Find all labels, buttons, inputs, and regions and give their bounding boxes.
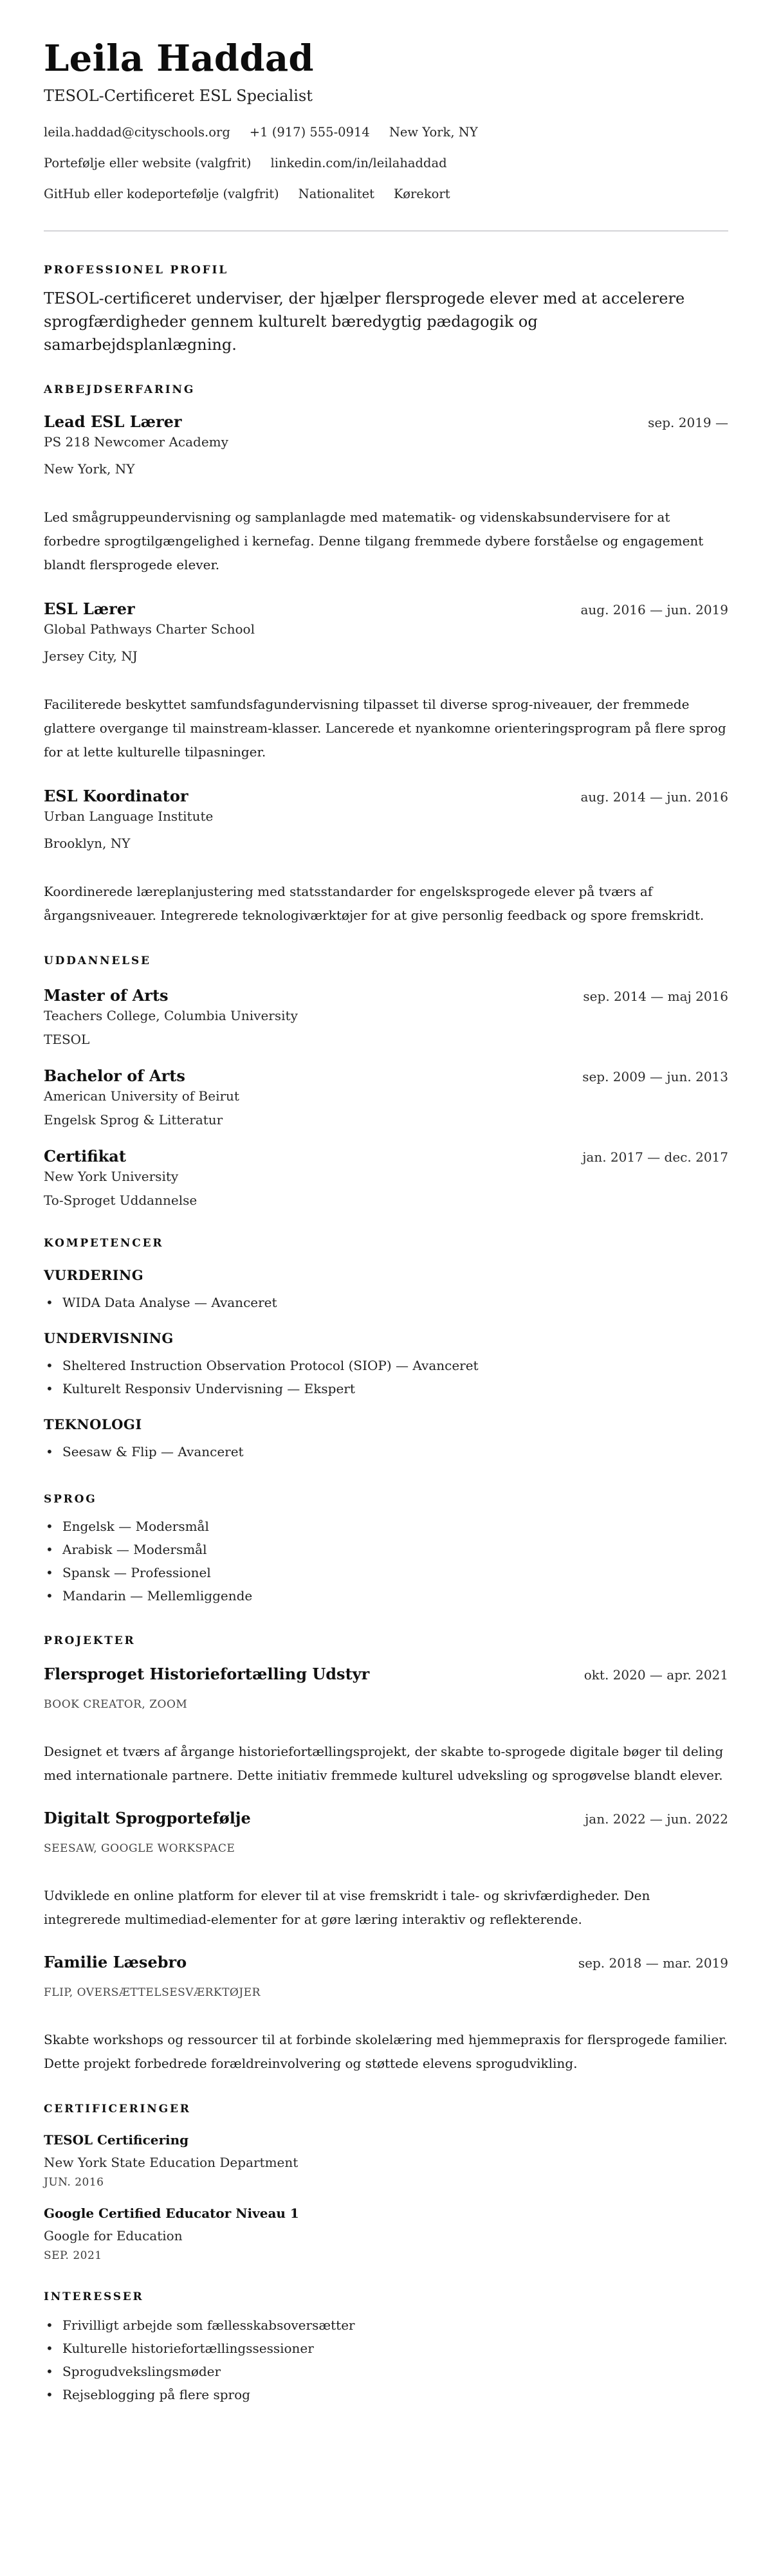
section-interests	[44, 2289, 728, 2406]
language-item: • Spansk — Professionel	[44, 1561, 728, 1584]
degree-title: Certifikat	[44, 1147, 126, 1165]
contact-row-links	[44, 154, 728, 172]
certification-issuer: New York State Education Department	[44, 2155, 299, 2170]
skill-item: • WIDA Data Analyse — Avanceret	[44, 1291, 728, 1314]
project-entry	[44, 1664, 728, 1787]
bullet-icon: •	[46, 1358, 53, 1373]
experience-entry	[44, 412, 728, 577]
section-heading-languages: SPROG	[44, 1493, 97, 1506]
contact-nationality: Nationalitet	[298, 187, 375, 201]
interest-item: • Kulturelle historiefortællingssessioner	[44, 2337, 728, 2360]
job-description: Led smågruppeundervisning og samplanlagde med matematik- og videnskabsundervisere for at forbedre sprogtilgængelighed i kernefag. Denne tilgang fremmede dybere forståelse og engagement blandt flersprogede elever.	[44, 509, 704, 572]
skill-group	[44, 1266, 728, 1314]
section-heading-profile: PROFESSIONEL PROFIL	[44, 264, 228, 277]
section-heading-certifications: CERTIFICERINGER	[44, 2103, 191, 2115]
language-item: • Arabisk — Modersmål	[44, 1538, 728, 1561]
skill-item: • Sheltered Instruction Observation Protocol (SIOP) — Avanceret	[44, 1354, 728, 1377]
bullet-icon: •	[46, 1519, 53, 1534]
contact-portfolio[interactable]: Portefølje eller website (valgfrit)	[44, 156, 252, 170]
school-name: Teachers College, Columbia University	[44, 1008, 298, 1023]
language-list	[44, 1515, 728, 1607]
certification-date: JUN. 2016	[44, 2176, 104, 2189]
certification-issuer: Google for Education	[44, 2228, 183, 2243]
degree-dates: sep. 2014 — maj 2016	[583, 989, 728, 1004]
certification-date: SEP. 2021	[44, 2249, 102, 2262]
project-tech: FLIP, OVERSÆTTELSESVÆRKTØJER	[44, 1986, 261, 1999]
bullet-icon: •	[46, 1565, 53, 1580]
section-experience	[44, 382, 728, 927]
job-dates: aug. 2016 — jun. 2019	[580, 602, 728, 617]
section-heading-experience: ARBEJDSERFARING	[44, 383, 196, 396]
project-description: Designet et tværs af årgange historiefortællingsprojekt, der skabte to-sprogede digitale bøger til deling med internationale partnere. Dette initiativ fremmede kulturel udveksling og sprogøvelse blandt elever.	[44, 1744, 724, 1783]
job-description: Koordinerede læreplanjustering med statsstandarder for engelsksprogede elever på tværs af årgangsniveauer. Integrerede teknologiværktøjer for at give personlig feedback og spore fremskridt.	[44, 884, 704, 923]
skill-list	[44, 1440, 728, 1463]
project-entry	[44, 1952, 728, 2076]
education-entry	[44, 985, 728, 1049]
language-item: • Mandarin — Mellemliggende	[44, 1584, 728, 1607]
job-title: ESL Lærer	[44, 599, 135, 618]
profile-summary: TESOL-certificeret underviser, der hjælper flersprogede elever med at accelerere sprogfærdigheder gennem kulturelt bæredygtig pædagogik og samarbejdsplanlægning.	[44, 289, 685, 354]
bullet-icon: •	[46, 1542, 53, 1557]
bullet-icon: •	[46, 1588, 53, 1603]
bullet-icon: •	[46, 2387, 53, 2402]
project-tech: BOOK CREATOR, ZOOM	[44, 1698, 188, 1711]
candidate-name: Leila Haddad	[44, 37, 314, 80]
interest-item: • Rejseblogging på flere sprog	[44, 2383, 728, 2406]
project-dates: okt. 2020 — apr. 2021	[584, 1667, 728, 1683]
job-location: New York, NY	[44, 461, 135, 477]
resume-header	[44, 36, 728, 232]
degree-dates: jan. 2017 — dec. 2017	[582, 1149, 728, 1165]
job-location: Brooklyn, NY	[44, 836, 131, 851]
project-entry	[44, 1808, 728, 1932]
skill-group-title: UNDERVISNING	[44, 1330, 174, 1346]
section-education	[44, 953, 728, 1210]
education-entry	[44, 1146, 728, 1210]
interest-item: • Frivilligt arbejde som fællesskabsoversætter	[44, 2314, 728, 2337]
project-dates: jan. 2022 — jun. 2022	[585, 1811, 728, 1827]
section-heading-skills: KOMPETENCER	[44, 1237, 164, 1250]
certification-entry	[44, 2131, 728, 2190]
job-employer: PS 218 Newcomer Academy	[44, 434, 228, 450]
field-of-study: To-Sproget Uddannelse	[44, 1192, 198, 1208]
skill-group	[44, 1416, 728, 1463]
contact-drivers-license: Kørekort	[394, 187, 450, 201]
job-title: Lead ESL Lærer	[44, 412, 182, 431]
contact-github[interactable]: GitHub eller kodeportefølje (valgfrit)	[44, 187, 279, 201]
degree-title: Master of Arts	[44, 986, 169, 1005]
job-employer: Urban Language Institute	[44, 808, 214, 824]
degree-dates: sep. 2009 — jun. 2013	[582, 1069, 728, 1084]
section-heading-education: UDDANNELSE	[44, 955, 151, 967]
job-dates: sep. 2019 —	[648, 415, 728, 430]
contact-row-primary	[44, 123, 728, 142]
bullet-icon: •	[46, 1444, 53, 1459]
skill-list	[44, 1354, 728, 1400]
certification-title: TESOL Certificering	[44, 2132, 189, 2148]
skill-item: • Seesaw & Flip — Avanceret	[44, 1440, 728, 1463]
contact-linkedin[interactable]: linkedin.com/in/leilahaddad	[270, 156, 447, 170]
school-name: American University of Beirut	[44, 1088, 239, 1104]
candidate-title: TESOL-Certificeret ESL Specialist	[44, 87, 313, 105]
contact-email[interactable]: leila.haddad@cityschools.org	[44, 125, 230, 140]
project-dates: sep. 2018 — mar. 2019	[578, 1955, 728, 1971]
project-title: Digitalt Sprogportefølje	[44, 1809, 251, 1827]
bullet-icon: •	[46, 1381, 53, 1396]
skill-group-title: TEKNOLOGI	[44, 1416, 142, 1432]
interest-list	[44, 2314, 728, 2406]
job-employer: Global Pathways Charter School	[44, 621, 255, 637]
job-dates: aug. 2014 — jun. 2016	[580, 789, 728, 805]
skill-item: • Kulturelt Responsiv Undervisning — Ekspert	[44, 1377, 728, 1400]
skill-group	[44, 1329, 728, 1400]
field-of-study: TESOL	[44, 1032, 90, 1047]
experience-entry	[44, 786, 728, 927]
certification-entry	[44, 2204, 728, 2263]
education-entry	[44, 1066, 728, 1129]
project-description: Skabte workshops og ressourcer til at forbinde skolelæring med hjemmepraxis for flersprogede familier. Dette projekt forbedrede forældreinvolvering og støttede elevens sprogudvikling.	[44, 2032, 728, 2071]
job-location: Jersey City, NJ	[44, 648, 138, 664]
project-description: Udviklede en online platform for elever til at vise fremskridt i tale- og skrivfærdigheder. Den integrerede multimediad-elementer for at gøre læring interaktiv og reflekterende.	[44, 1888, 650, 1927]
school-name: New York University	[44, 1169, 179, 1184]
skill-list	[44, 1291, 728, 1314]
project-tech: SEESAW, GOOGLE WORKSPACE	[44, 1842, 235, 1855]
section-certifications	[44, 2101, 728, 2263]
project-title: Flersproget Historiefortælling Udstyr	[44, 1665, 370, 1683]
section-languages	[44, 1492, 728, 1607]
bullet-icon: •	[46, 1295, 53, 1310]
certification-title: Google Certified Educator Niveau 1	[44, 2206, 299, 2221]
degree-title: Bachelor of Arts	[44, 1066, 185, 1085]
job-title: ESL Koordinator	[44, 787, 188, 805]
section-profile	[44, 262, 728, 356]
bullet-icon: •	[46, 2341, 53, 2356]
contact-row-extra	[44, 185, 728, 203]
contact-phone[interactable]: +1 (917) 555-0914	[249, 125, 370, 140]
section-skills	[44, 1236, 728, 1463]
job-description: Faciliterede beskyttet samfundsfagundervisning tilpasset til diverse sprog-niveauer, der fremmede glattere overgange til mainstream-klasser. Lancerede et nyankomne orienteringsprogram på flere sprog for at lette kulturelle tilpasninger.	[44, 697, 726, 760]
section-heading-interests: INTERESSER	[44, 2290, 144, 2303]
header-divider	[44, 230, 728, 232]
skill-group-title: VURDERING	[44, 1267, 144, 1283]
section-heading-projects: PROJEKTER	[44, 1634, 136, 1647]
project-title: Familie Læsebro	[44, 1953, 187, 1971]
bullet-icon: •	[46, 2317, 53, 2333]
field-of-study: Engelsk Sprog & Litteratur	[44, 1112, 223, 1128]
section-projects	[44, 1633, 728, 2076]
language-item: • Engelsk — Modersmål	[44, 1515, 728, 1538]
bullet-icon: •	[46, 2364, 53, 2379]
experience-entry	[44, 599, 728, 764]
contact-location: New York, NY	[389, 125, 478, 140]
interest-item: • Sprogudvekslingsmøder	[44, 2360, 728, 2383]
